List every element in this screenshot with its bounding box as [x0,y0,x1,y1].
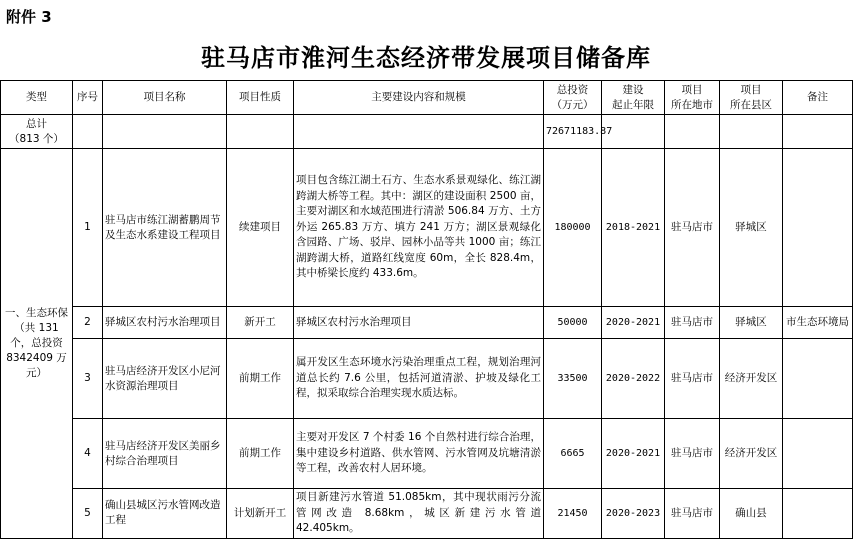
row-nature: 前期工作 [227,339,294,419]
header-investment-line2: （万元） [551,98,594,111]
row-project-name: 确山县城区污水管网改造工程 [103,489,227,539]
row-seq: 4 [73,419,103,489]
table-row [1,489,853,539]
header-type: 类型 [1,81,73,115]
header-period-line1: 建设 [622,83,644,96]
row-county: 经济开发区 [720,339,783,419]
header-city-line2: 所在地市 [671,98,713,111]
row-project-name: 驿城区农村污水治理项目 [103,307,227,339]
row-investment: 180000 [544,149,602,307]
row-seq: 5 [73,489,103,539]
total-remark-cell [783,115,853,149]
row-county: 确山县 [720,489,783,539]
page-title: 驻马店市淮河生态经济带发展项目储备库 [201,44,651,72]
header-city [665,81,720,115]
row-investment: 6665 [544,419,602,489]
row-seq: 1 [73,149,103,307]
row-remark [783,419,853,489]
total-row [1,115,853,149]
row-seq: 2 [73,307,103,339]
total-investment: 72671183.87 [544,115,602,149]
row-city: 驻马店市 [665,339,720,419]
attachment-label: 附件 3 [6,8,52,26]
header-period-line2: 起止年限 [612,98,654,111]
table-row [1,419,853,489]
row-period: 2020-2021 [602,307,665,339]
total-label-line2: （813 个） [9,132,64,145]
total-county-cell [720,115,783,149]
table-row [1,307,853,339]
row-county: 驿城区 [720,149,783,307]
header-county [720,81,783,115]
row-investment: 33500 [544,339,602,419]
row-project-name: 驻马店经济开发区小尼河水资源治理项目 [103,339,227,419]
row-nature: 前期工作 [227,419,294,489]
total-seq-cell [73,115,103,149]
row-content: 驿城区农村污水治理项目 [294,307,544,339]
total-label-line1: 总计 [26,117,47,130]
row-project-name: 驻马店市练江湖蓄鹏周节及生态水系建设工程项目 [103,149,227,307]
total-content-cell [294,115,544,149]
header-content: 主要建设内容和规模 [294,81,544,115]
row-city: 驻马店市 [665,419,720,489]
header-nature: 项目性质 [227,81,294,115]
row-remark [783,149,853,307]
row-remark [783,489,853,539]
total-name-cell [103,115,227,149]
row-seq: 3 [73,339,103,419]
row-remark [783,339,853,419]
row-county: 驿城区 [720,307,783,339]
row-content: 主要对开发区 7 个村委 16 个自然村进行综合治理，集中建设乡村道路、供水管网、污水管网及坑塘清淤等工程，改善农村人居环境。 [294,419,544,489]
row-period: 2020-2023 [602,489,665,539]
row-city: 驻马店市 [665,489,720,539]
header-remark: 备注 [783,81,853,115]
row-nature: 计划新开工 [227,489,294,539]
row-period: 2018-2021 [602,149,665,307]
project-table [0,80,853,539]
total-city-cell [665,115,720,149]
row-nature: 新开工 [227,307,294,339]
row-content: 属开发区生态环境水污染治理重点工程，规划治理河道总长约 7.6 公里，包括河道清淤、护坡及绿化工程，拟采取综合治理实现水质达标。 [294,339,544,419]
row-content: 项目包含练江湖土石方、生态水系景观绿化、练江湖跨湖大桥等工程。其中：湖区的建设面积 2500 亩，主要对湖区和水域范围进行清淤 506.84 万方、土方外运 265.83 万方、填方 241 万方；湖区景观绿化含园路、广场、驳岸、园林小品等共 1000 亩；练江湖跨湖大桥，道路红线宽度 60m，全长 828.4m，其中桥梁长度约 433.6m。 [294,149,544,307]
header-county-line1: 项目 [740,83,762,96]
total-label [1,115,73,149]
table-row [1,149,853,307]
row-nature: 续建项目 [227,149,294,307]
row-project-name: 驻马店经济开发区美丽乡村综合治理项目 [103,419,227,489]
header-investment [544,81,602,115]
row-period: 2020-2021 [602,419,665,489]
total-nature-cell [227,115,294,149]
header-seq: 序号 [73,81,103,115]
table-row [1,339,853,419]
header-row [1,81,853,115]
header-investment-line1: 总投资 [556,83,589,96]
header-period [602,81,665,115]
row-city: 驻马店市 [665,149,720,307]
row-city: 驻马店市 [665,307,720,339]
header-city-line1: 项目 [681,83,703,96]
group-label: 一、生态环保（共 131 个，总投资 8342409 万元） [1,149,73,539]
row-period: 2020-2022 [602,339,665,419]
row-remark: 市生态环境局 [783,307,853,339]
row-content: 项目新建污水管道 51.085km，其中现状雨污分流管网改造 8.68km，城区新建污水管道 42.405km。 [294,489,544,539]
header-county-line2: 所在县区 [730,98,772,111]
row-county: 经济开发区 [720,419,783,489]
row-investment: 50000 [544,307,602,339]
header-name: 项目名称 [103,81,227,115]
row-investment: 21450 [544,489,602,539]
